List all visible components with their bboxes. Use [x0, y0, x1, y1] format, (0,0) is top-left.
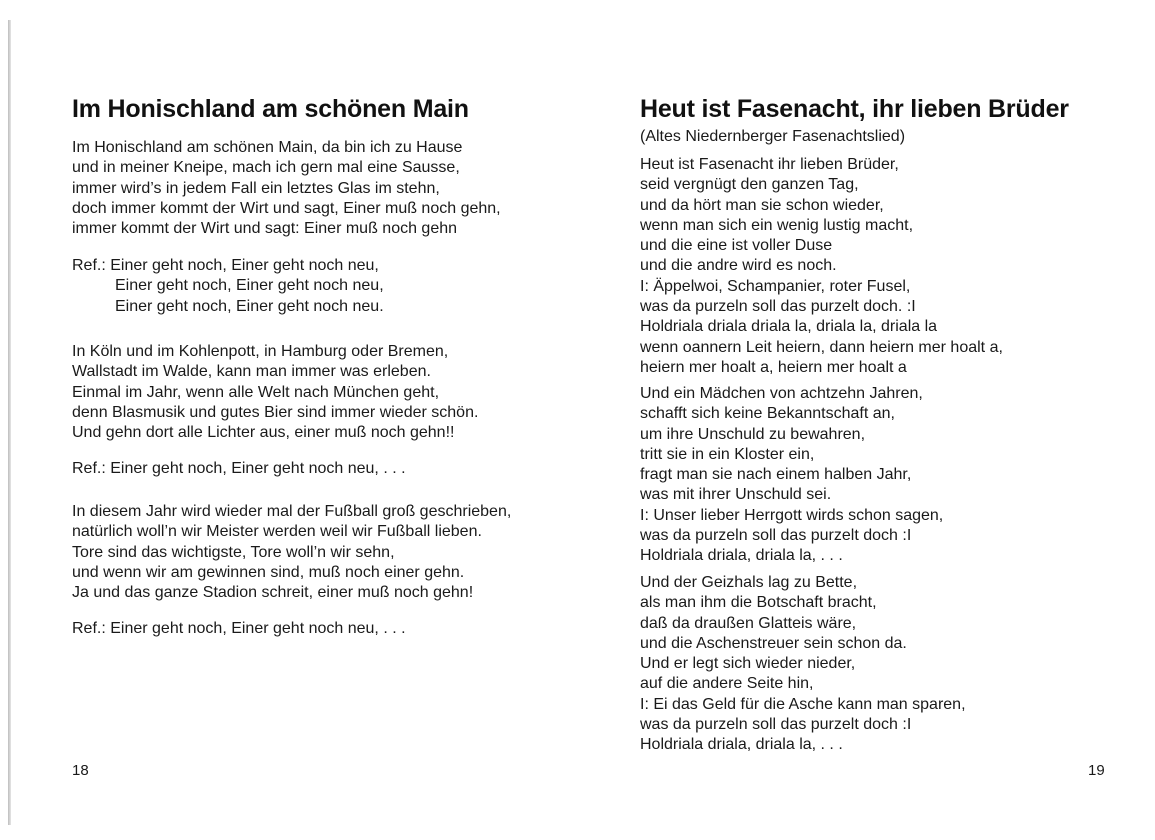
left-verse-1 — [72, 138, 501, 239]
book-spine-shadow — [8, 20, 11, 825]
verse-line: was da purzeln soll das purzelt doch :I — [640, 527, 912, 545]
verse-line: Einmal im Jahr, wenn alle Welt nach München geht, — [72, 383, 440, 401]
left-page-number: 18 — [72, 762, 89, 779]
verse-line: Holdriala driala driala la, driala la, driala la — [640, 318, 938, 336]
verse-line: denn Blasmusik und gutes Bier sind immer wieder schön. — [72, 403, 479, 421]
right-page-title: Heut ist Fasenacht, ihr lieben Brüder — [640, 95, 1069, 123]
verse-line: Tore sind das wichtigste, Tore woll’n wir sehn, — [72, 543, 395, 561]
verse-line: Und der Geizhals lag zu Bette, — [640, 574, 858, 591]
verse-line: Und er legt sich wieder nieder, — [640, 655, 856, 673]
verse-line: Und gehn dort alle Lichter aus, einer muß noch gehn!! — [72, 424, 455, 442]
verse-line: I: Ei das Geld für die Asche kann man sparen, — [640, 695, 966, 713]
verse-line: immer wird’s in jedem Fall ein letztes Glas im stehn, — [72, 179, 440, 197]
verse-line: I: Äppelwoi, Schampanier, roter Fusel, — [640, 277, 911, 295]
verse-line: heiern mer hoalt a, heiern mer hoalt a — [640, 358, 907, 376]
verse-line: Und ein Mädchen von achtzehn Jahren, — [640, 385, 923, 402]
verse-line: Holdriala driala, driala la, . . . — [640, 736, 843, 754]
verse-line: fragt man sie nach einem halben Jahr, — [640, 466, 912, 484]
left-verse-3 — [72, 502, 511, 603]
right-page-subtitle: (Altes Niedernberger Fasenachtslied) — [640, 128, 906, 145]
left-refrain-short-1 — [72, 459, 406, 479]
verse-line: und die andre wird es noch. — [640, 257, 837, 275]
verse-line: und da hört man sie schon wieder, — [640, 196, 884, 214]
verse-line: Wallstadt im Walde, kann man immer was erleben. — [72, 363, 431, 381]
verse-line: schafft sich keine Bekanntschaft an, — [640, 405, 895, 423]
verse-line: was da purzeln soll das purzelt doch. :I — [640, 298, 916, 316]
refrain-line: Einer geht noch, Einer geht noch neu. — [115, 297, 384, 315]
verse-line: Ja und das ganze Stadion schreit, einer muß noch gehn! — [72, 584, 474, 602]
left-refrain-full — [72, 256, 384, 317]
verse-line: auf die andere Seite hin, — [640, 675, 814, 693]
right-verse-1 — [640, 155, 1003, 378]
verse-line: und die eine ist voller Duse — [640, 237, 833, 255]
verse-line: und in meiner Kneipe, mach ich gern mal eine Sausse, — [72, 159, 460, 177]
verse-line: seid vergnügt den ganzen Tag, — [640, 176, 859, 194]
refrain-line: Ref.: Einer geht noch, Einer geht noch neu, . . . — [72, 620, 406, 637]
verse-line: tritt sie in ein Kloster ein, — [640, 445, 815, 463]
left-verse-2 — [72, 342, 478, 443]
verse-line: In Köln und im Kohlenpott, in Hamburg oder Bremen, — [72, 343, 449, 360]
verse-line: um ihre Unschuld zu bewahren, — [640, 425, 866, 443]
verse-line: wenn man sich ein wenig lustig macht, — [640, 216, 914, 234]
refrain-line: Einer geht noch, Einer geht noch neu, — [115, 277, 384, 295]
verse-line: immer kommt der Wirt und sagt: Einer muß noch gehn — [72, 220, 458, 238]
verse-line: Im Honischland am schönen Main, da bin ich zu Hause — [72, 139, 463, 156]
verse-line: natürlich woll’n wir Meister werden weil wir Fußball lieben. — [72, 523, 482, 541]
right-verse-3 — [640, 573, 966, 756]
refrain-line: Ref.: Einer geht noch, Einer geht noch neu, . . . — [72, 460, 406, 477]
verse-line: I: Unser lieber Herrgott wirds schon sagen, — [640, 506, 944, 524]
verse-line: als man ihm die Botschaft bracht, — [640, 594, 877, 612]
refrain-line: Ref.: Einer geht noch, Einer geht noch neu, — [72, 257, 379, 274]
verse-line: und die Aschenstreuer sein schon da. — [640, 634, 907, 652]
verse-line: Heut ist Fasenacht ihr lieben Brüder, — [640, 156, 899, 173]
verse-line: und wenn wir am gewinnen sind, muß noch einer gehn. — [72, 563, 465, 581]
right-verse-2 — [640, 384, 943, 567]
left-page-title: Im Honischland am schönen Main — [72, 95, 469, 123]
verse-line: was mit ihrer Unschuld sei. — [640, 486, 832, 504]
verse-line: In diesem Jahr wird wieder mal der Fußball groß geschrieben, — [72, 503, 512, 520]
verse-line: was da purzeln soll das purzelt doch :I — [640, 716, 912, 734]
verse-line: daß da draußen Glatteis wäre, — [640, 614, 857, 632]
verse-line: wenn oannern Leit heiern, dann heiern mer hoalt a, — [640, 338, 1003, 356]
verse-line: doch immer kommt der Wirt und sagt, Einer muß noch gehn, — [72, 199, 501, 217]
left-refrain-short-2 — [72, 619, 406, 639]
verse-line: Holdriala driala, driala la, . . . — [640, 547, 843, 565]
right-page-number: 19 — [1088, 762, 1105, 779]
